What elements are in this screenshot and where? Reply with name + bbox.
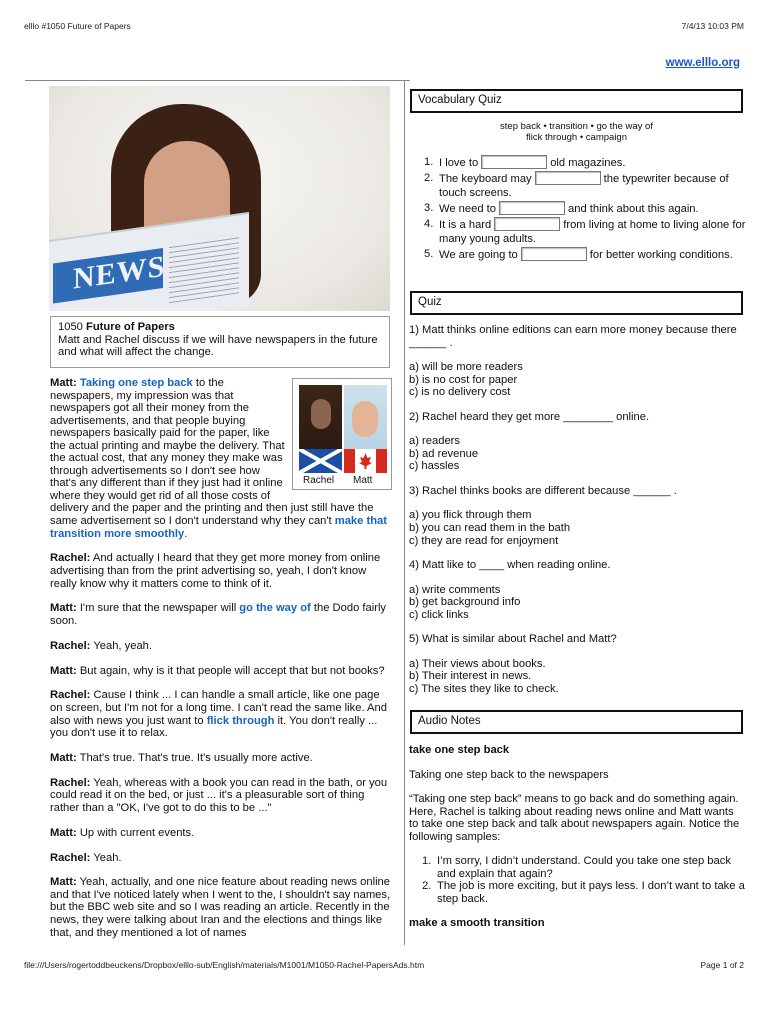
site-link[interactable]: www.elllo.org <box>665 57 740 69</box>
note-sample <box>409 880 745 905</box>
vocabulary-quiz-item <box>412 201 748 216</box>
rachel-label: Rachel <box>303 475 335 486</box>
audio-notes-heading: Audio Notes <box>410 710 743 734</box>
item-text-after: from living at home to living alone for many young adults. <box>439 219 746 245</box>
vocabulary-quiz-item <box>412 155 748 170</box>
quiz-options <box>409 435 745 473</box>
speaker-name: Rachel: <box>50 639 91 652</box>
key-phrase: flick through <box>206 714 275 727</box>
lesson-photo <box>49 86 390 311</box>
speaker-name: Rachel: <box>50 776 91 789</box>
quiz-question: 2) Rachel heard they get more ________ online. <box>409 410 650 423</box>
dialog-text: Yeah, whereas with a book you can read in the bath, or you could read it on the bed, or just ... it's a pleasurable sort of thing rather than a "OK, I've got to do this to be ..." <box>50 776 388 814</box>
quiz-options <box>409 658 745 696</box>
quiz-options <box>409 584 745 622</box>
dialog-text: . <box>184 527 188 540</box>
dialog-text: to the newspapers, my impression was that newspapers got all their money from the advertisements, and that people buying newspapers basically paid for the paper, like the actual printing and maybe the delivery. That the actual cost, that any money they make was through advertisements so I don't see how that's any different than if they just had it online where they would get rid of all those costs of delivery and the paper and the printing and then just still have the same advertisement so I don't understand why they can't <box>50 377 374 528</box>
quiz-option: a) write comments <box>409 583 501 596</box>
quiz-heading: Quiz <box>410 291 743 315</box>
quiz-question: 1) Matt thinks online editions can earn more money because there ______ . <box>409 324 737 349</box>
print-footer-path: file:///Users/rogertoddbeuckens/Dropbox/elllo-sub/English/materials/M1001/M1050-Rachel-PapersAds.htm <box>24 960 425 970</box>
speaker-name: Matt: <box>50 876 77 889</box>
dialog-text: Yeah, yeah. <box>90 639 153 652</box>
item-text-before: I love to <box>439 157 479 169</box>
note-explanation: “Taking one step back” means to go back and do something again. Here, Rachel is talking about reading news online and Matt wants to take one step back and talk about newspapers again. Notice the following samples: <box>409 793 740 843</box>
speaker-name: Matt: <box>50 826 77 839</box>
dialog-text: Cause I think ... I can handle a small article, like one page on screen, but I'm not for a long time. I can't read the same like. And also with news you just want to <box>50 689 387 727</box>
newspaper-word: NEWS <box>73 249 166 296</box>
item-number: 4. <box>424 218 434 230</box>
quiz-option: b) is no cost for paper <box>409 373 518 386</box>
note-samples <box>409 855 745 905</box>
key-phrase: make that transition more smoothly <box>50 515 387 540</box>
key-phrase: go the way of <box>239 602 311 615</box>
dialog-text: the Dodo fairly soon. <box>50 602 387 627</box>
quiz-option: c) they are read for enjoyment <box>409 534 559 547</box>
item-text-before: We need to <box>439 203 497 215</box>
item-text-before: We are going to <box>439 249 518 261</box>
dialog-text: Up with current events. <box>76 826 195 839</box>
quiz-option: b) Their interest in news. <box>409 670 532 683</box>
note-sample <box>409 855 745 880</box>
answer-blank-input[interactable] <box>481 155 547 169</box>
sample-number: 1. <box>422 855 432 868</box>
dialog-line <box>50 777 392 815</box>
vocabulary-quiz-item <box>412 171 748 200</box>
speaker-name: Matt: <box>50 751 77 764</box>
answer-blank-input[interactable] <box>494 217 560 231</box>
key-phrase: Taking one step back <box>79 377 193 389</box>
quiz-option: b) you can read them in the bath <box>409 522 571 535</box>
quiz-question: 3) Rachel thinks books are different because ______ . <box>409 484 677 497</box>
lesson-number: 1050 <box>58 321 83 333</box>
vocabulary-quiz-item <box>412 247 748 262</box>
dialog-text: it. You don't really ... you don't use it to relax. <box>50 714 378 740</box>
item-text-after: and think about this again. <box>568 203 699 215</box>
answer-blank-input[interactable] <box>521 247 587 261</box>
dialog-text: And actually I heard that they get more money from online advertising than from the print advertising so, yeah, I don't know really know why it matters come to think of it. <box>50 552 381 590</box>
note-next-heading: make a smooth transition <box>409 917 545 930</box>
print-header-datetime: 7/4/13 10:03 PM <box>681 21 744 31</box>
dialog-line <box>50 876 392 939</box>
vocabulary-quiz-list <box>412 155 748 263</box>
dialog-line <box>50 665 392 678</box>
dialog-text: Yeah, actually, and one nice feature about reading news online and that I've noticed lately when I went to the, I shouldn't say names, but the BBC web site and so I was reading an article. Recently in the news, they were talking about Iran and the elections and things like that, and they mentioned a lot of names <box>50 876 391 939</box>
speaker-name: Rachel: <box>50 552 91 565</box>
dialog-line <box>50 640 392 653</box>
quiz-options <box>409 509 745 547</box>
item-text-before: It is a hard <box>439 219 492 231</box>
speaker-name: Rachel: <box>50 851 91 864</box>
quiz-option: c) The sites they like to check. <box>409 682 559 695</box>
quiz-question: 5) What is similar about Rachel and Matt? <box>409 633 617 646</box>
quiz-option: a) Their views about books. <box>409 657 546 670</box>
sample-text: I’m sorry, I didn’t understand. Could you take one step back and explain that again? <box>437 855 731 880</box>
dialog-line <box>50 827 392 840</box>
lesson-description: Matt and Rachel discuss if we will have newspapers in the future and what will affect the change. <box>58 333 378 359</box>
dialog-text: Yeah. <box>90 851 122 864</box>
speaker-name: Matt: <box>50 664 77 677</box>
dialog-line <box>50 689 392 739</box>
quiz-questions <box>409 324 745 707</box>
audio-notes <box>409 744 745 942</box>
dialog-line <box>50 752 392 765</box>
quiz-option: c) click links <box>409 608 469 621</box>
item-number: 2. <box>424 172 434 184</box>
quiz-option: c) hassles <box>409 460 460 473</box>
item-number: 1. <box>424 156 434 168</box>
dialog-text: That's true. That's true. It's usually more active. <box>76 751 313 764</box>
item-text-after: for better working conditions. <box>589 249 733 261</box>
matt-label: Matt <box>353 475 373 486</box>
print-footer-page: Page 1 of 2 <box>700 960 744 970</box>
speaker-name: Matt: <box>50 602 77 615</box>
vocabulary-quiz-heading: Vocabulary Quiz <box>410 89 743 113</box>
item-text-after: the typewriter because of touch screens. <box>439 173 729 199</box>
item-number: 5. <box>424 248 434 260</box>
answer-blank-input[interactable] <box>535 171 601 185</box>
answer-blank-input[interactable] <box>499 201 565 215</box>
note-quote: Taking one step back to the newspapers <box>409 768 609 781</box>
lesson-caption <box>50 316 390 368</box>
item-number: 3. <box>424 202 434 214</box>
quiz-option: a) readers <box>409 435 460 448</box>
print-header-title: elllo #1050 Future of Papers <box>24 21 131 31</box>
vocabulary-quiz-item <box>412 217 748 246</box>
speaker-name: Matt: <box>50 377 77 389</box>
quiz-option: b) ad revenue <box>409 447 479 460</box>
dialog-line <box>50 852 392 865</box>
dialog-line <box>50 552 392 590</box>
quiz-options <box>409 361 745 399</box>
top-divider <box>25 80 410 81</box>
column-divider <box>404 80 405 945</box>
dialog-text: But again, why is it that people will accept that but not books? <box>76 664 385 677</box>
dialog-line <box>50 602 392 627</box>
item-text-after: old magazines. <box>550 157 626 169</box>
dialog-transcript <box>50 377 392 951</box>
lesson-title: Future of Papers <box>86 321 175 333</box>
quiz-option: a) will be more readers <box>409 361 523 374</box>
sample-number: 2. <box>422 880 432 893</box>
quiz-option: c) is no delivery cost <box>409 386 511 399</box>
dialog-text: I'm sure that the newspaper will <box>76 602 240 615</box>
quiz-option: a) you flick through them <box>409 509 532 522</box>
note-phrase-heading: take one step back <box>409 744 510 756</box>
sample-text: The job is more exciting, but it pays less. I don’t want to take a step back. <box>437 880 745 905</box>
speaker-name: Rachel: <box>50 689 91 702</box>
vocabulary-word-bank: step back • transition • go the way of flick through • campaign <box>500 121 653 143</box>
quiz-option: b) get background info <box>409 596 521 609</box>
quiz-question: 4) Matt like to ____ when reading online. <box>409 559 611 572</box>
item-text-before: The keyboard may <box>439 173 532 185</box>
